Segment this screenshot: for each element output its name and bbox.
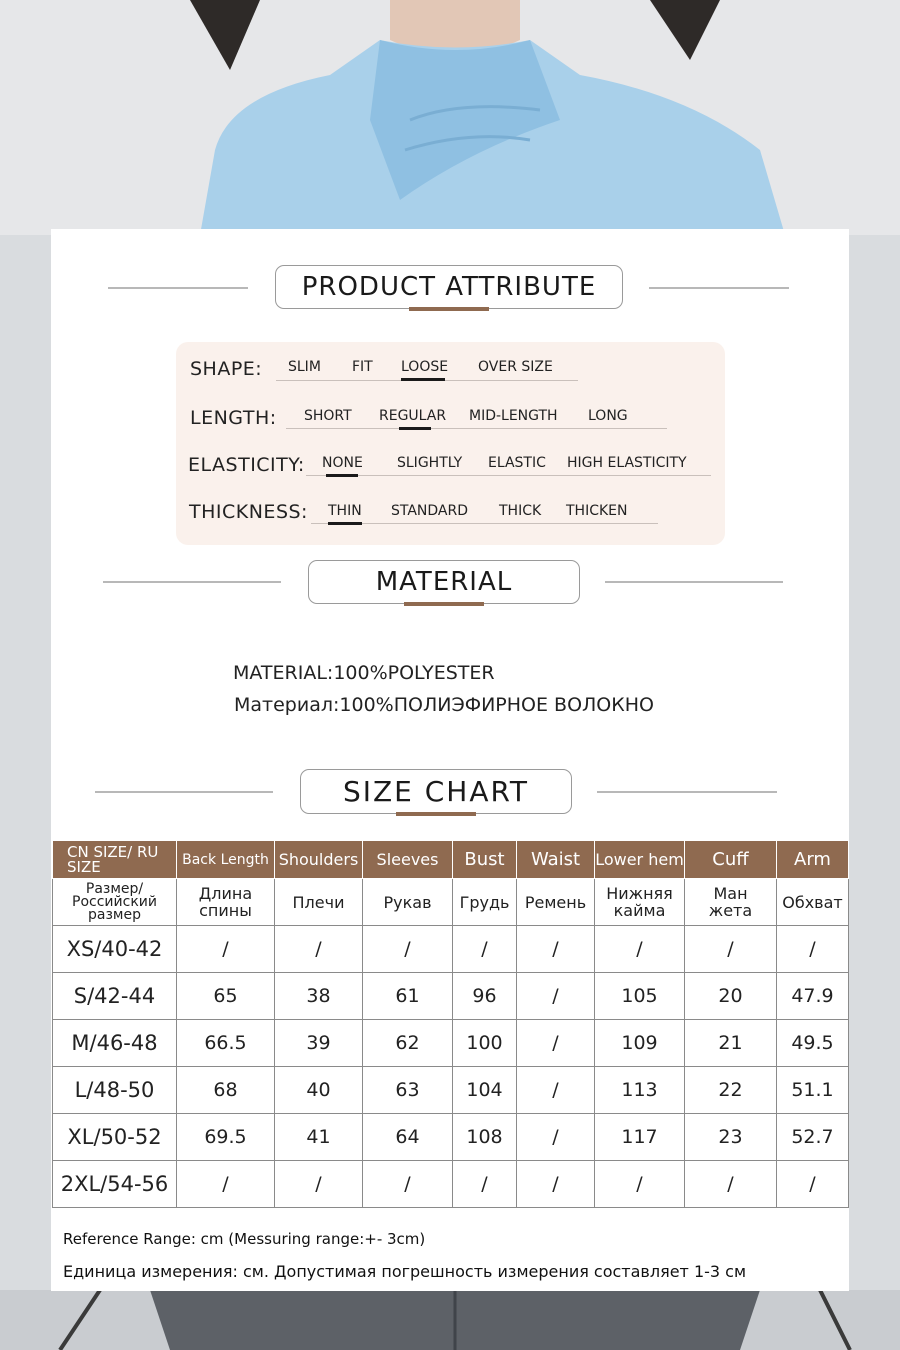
value-cell: / (275, 926, 363, 973)
attr-rule (311, 523, 658, 524)
header-cell: Arm (777, 841, 849, 879)
value-cell: / (517, 973, 595, 1020)
header-cell: Длина спины (177, 879, 275, 926)
material-title: MATERIAL (308, 560, 580, 604)
model-trousers-illustration (0, 1290, 900, 1350)
value-cell: / (453, 926, 517, 973)
value-cell: 39 (275, 1020, 363, 1067)
header-cell: Размер/ Российский размер (53, 879, 177, 926)
value-cell: 100 (453, 1020, 517, 1067)
size-cell: S/42-44 (53, 973, 177, 1020)
attr-label-length: LENGTH: (190, 407, 277, 429)
value-cell: / (275, 1161, 363, 1208)
model-blouse-illustration (0, 0, 900, 235)
attr-option: MID-LENGTH (469, 408, 558, 424)
title-accent-bar (404, 602, 484, 606)
value-cell: 38 (275, 973, 363, 1020)
divider-line (103, 581, 281, 583)
divider-line (95, 791, 273, 793)
header-cell: Bust (453, 841, 517, 879)
selected-underline (401, 378, 445, 381)
title-accent-bar (396, 812, 476, 816)
header-cell: Lower hem (595, 841, 685, 879)
value-cell: 52.7 (777, 1114, 849, 1161)
value-cell: / (777, 926, 849, 973)
attr-option: THICK (499, 503, 542, 519)
header-cell: Нижняя кайма (595, 879, 685, 926)
attr-option: FIT (352, 359, 373, 375)
attr-option: ELASTIC (488, 455, 546, 471)
material-english: MATERIAL:100%POLYESTER (233, 662, 495, 684)
header-cell: Back Length (177, 841, 275, 879)
attr-option-selected: LOOSE (401, 359, 449, 375)
value-cell: 49.5 (777, 1020, 849, 1067)
attribute-panel (176, 342, 725, 545)
header-cell: Shoulders (275, 841, 363, 879)
attr-option: SLIGHTLY (397, 455, 463, 471)
value-cell: 51.1 (777, 1067, 849, 1114)
value-cell: 41 (275, 1114, 363, 1161)
attr-label-thickness: THICKNESS: (189, 501, 308, 523)
value-cell: 64 (363, 1114, 453, 1161)
measurement-note-russian: Единица измерения: см. Допустимая погрешность измерения составляет 1-3 см (63, 1262, 747, 1281)
value-cell: / (777, 1161, 849, 1208)
header-cell: Плечи (275, 879, 363, 926)
header-cell: Грудь (453, 879, 517, 926)
model-photo-bottom (0, 1290, 900, 1350)
attr-option-selected: NONE (322, 455, 363, 471)
attr-option-selected: REGULAR (379, 408, 447, 424)
value-cell: / (517, 1067, 595, 1114)
size-cell: 2XL/54-56 (53, 1161, 177, 1208)
product-attribute-title: PRODUCT ATTRIBUTE (275, 265, 623, 309)
value-cell: / (363, 1161, 453, 1208)
table-header-row-russian (53, 879, 849, 926)
value-cell: / (517, 926, 595, 973)
value-cell: 113 (595, 1067, 685, 1114)
attr-option: LONG (588, 408, 628, 424)
attr-rule (286, 428, 667, 429)
divider-line (597, 791, 777, 793)
value-cell: 117 (595, 1114, 685, 1161)
header-cell: Рукав (363, 879, 453, 926)
value-cell: 65 (177, 973, 275, 1020)
size-cell: XL/50-52 (53, 1114, 177, 1161)
header-cell: CN SIZE/ RU SIZE (53, 841, 177, 879)
attr-label-shape: SHAPE: (190, 358, 263, 380)
header-cell: Cuff (685, 841, 777, 879)
value-cell: 62 (363, 1020, 453, 1067)
value-cell: 20 (685, 973, 777, 1020)
attr-option: SHORT (304, 408, 352, 424)
selected-underline (326, 474, 358, 477)
attr-option: HIGH ELASTICITY (567, 455, 687, 471)
size-cell: L/48-50 (53, 1067, 177, 1114)
value-cell: 40 (275, 1067, 363, 1114)
value-cell: 105 (595, 973, 685, 1020)
value-cell: / (595, 1161, 685, 1208)
divider-line (605, 581, 783, 583)
value-cell: / (453, 1161, 517, 1208)
size-cell: M/46-48 (53, 1020, 177, 1067)
selected-underline (399, 427, 431, 430)
value-cell: / (363, 926, 453, 973)
attr-option: THICKEN (566, 503, 628, 519)
attr-option: STANDARD (391, 503, 469, 519)
value-cell: 23 (685, 1114, 777, 1161)
title-accent-bar (409, 307, 489, 311)
value-cell: 66.5 (177, 1020, 275, 1067)
table-row (53, 1020, 849, 1067)
value-cell: 104 (453, 1067, 517, 1114)
value-cell: 69.5 (177, 1114, 275, 1161)
value-cell: 61 (363, 973, 453, 1020)
attr-option-selected: THIN (328, 503, 362, 519)
table-row (53, 1067, 849, 1114)
value-cell: 68 (177, 1067, 275, 1114)
size-cell: XS/40-42 (53, 926, 177, 973)
material-russian: Материал:100%ПОЛИЭФИРНОЕ ВОЛОКНО (234, 694, 654, 716)
value-cell: / (517, 1020, 595, 1067)
value-cell: 21 (685, 1020, 777, 1067)
attr-option: SLIM (288, 359, 321, 375)
attr-option: OVER SIZE (478, 359, 553, 375)
attr-rule (306, 475, 711, 476)
value-cell: 108 (453, 1114, 517, 1161)
table-row (53, 926, 849, 973)
table-row (53, 1161, 849, 1208)
header-cell: Ман жета (685, 879, 777, 926)
attr-label-elasticity: ELASTICITY: (188, 454, 305, 476)
selected-underline (328, 522, 362, 525)
value-cell: 63 (363, 1067, 453, 1114)
header-cell: Sleeves (363, 841, 453, 879)
size-chart-table (52, 840, 849, 1208)
value-cell: / (517, 1161, 595, 1208)
header-cell: Waist (517, 841, 595, 879)
table-row (53, 973, 849, 1020)
table-header-row (53, 841, 849, 879)
value-cell: 22 (685, 1067, 777, 1114)
size-chart-title: SIZE CHART (300, 769, 572, 814)
header-cell: Обхват (777, 879, 849, 926)
divider-line (108, 287, 248, 289)
value-cell: / (685, 926, 777, 973)
value-cell: / (517, 1114, 595, 1161)
model-photo-top (0, 0, 900, 235)
header-cell: Ремень (517, 879, 595, 926)
value-cell: 47.9 (777, 973, 849, 1020)
value-cell: / (595, 926, 685, 973)
product-info-card (51, 229, 849, 1291)
value-cell: / (177, 926, 275, 973)
value-cell: / (177, 1161, 275, 1208)
value-cell: / (685, 1161, 777, 1208)
value-cell: 109 (595, 1020, 685, 1067)
divider-line (649, 287, 789, 289)
value-cell: 96 (453, 973, 517, 1020)
table-row (53, 1114, 849, 1161)
reference-range-note: Reference Range: cm (Messuring range:+- 3cm) (63, 1230, 426, 1248)
